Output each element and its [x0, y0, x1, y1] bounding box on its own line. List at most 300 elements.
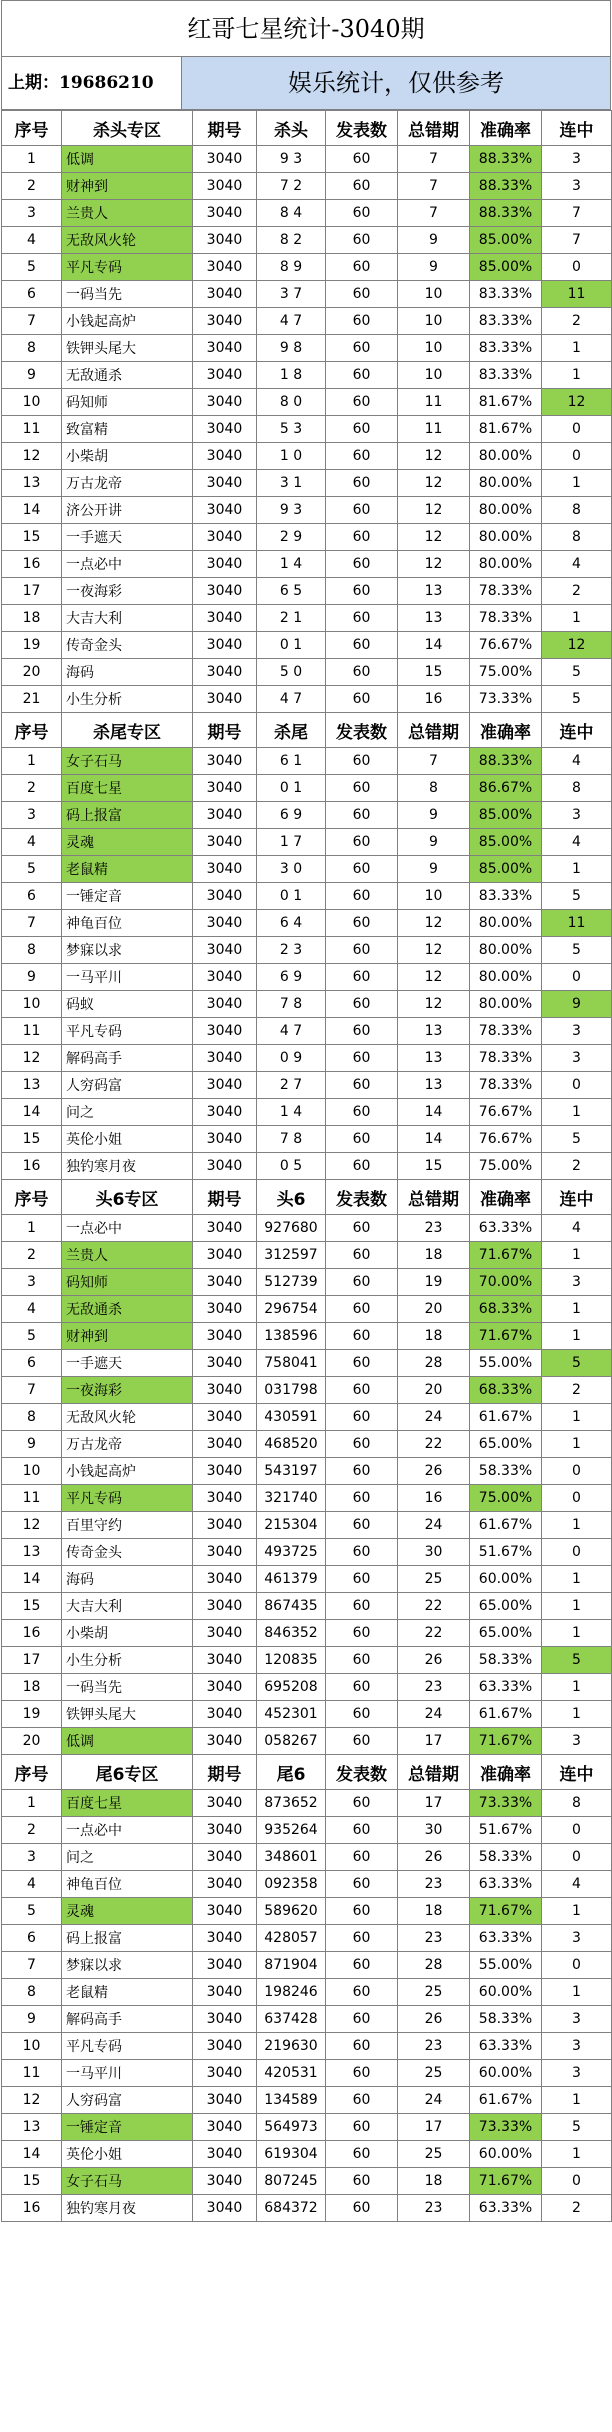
- table-row: [2, 443, 612, 470]
- streak-count: 2: [542, 578, 612, 605]
- column-header: 头6专区: [62, 1180, 193, 1215]
- author-name: 兰贵人: [62, 200, 193, 227]
- author-name: 海码: [62, 1566, 193, 1593]
- error-count: 12: [398, 991, 470, 1018]
- accuracy-rate: 51.67%: [470, 1817, 542, 1844]
- published-count: 60: [326, 964, 398, 991]
- error-count: 17: [398, 1790, 470, 1817]
- column-header: 序号: [2, 1180, 62, 1215]
- published-count: 60: [326, 308, 398, 335]
- streak-count: 1: [542, 1674, 612, 1701]
- streak-count: 1: [542, 2087, 612, 2114]
- published-count: 60: [326, 1925, 398, 1952]
- row-index: 6: [2, 1925, 62, 1952]
- column-header: 连中: [542, 1180, 612, 1215]
- accuracy-rate: 65.00%: [470, 1431, 542, 1458]
- row-index: 6: [2, 883, 62, 910]
- accuracy-rate: 71.67%: [470, 2168, 542, 2195]
- table-row: [2, 2006, 612, 2033]
- error-count: 9: [398, 856, 470, 883]
- streak-count: 3: [542, 1728, 612, 1755]
- author-name: 致富精: [62, 416, 193, 443]
- prediction: 461379: [257, 1566, 326, 1593]
- streak-count: 0: [542, 254, 612, 281]
- row-index: 15: [2, 2168, 62, 2195]
- row-index: 9: [2, 362, 62, 389]
- period-number: 3040: [193, 551, 257, 578]
- table-row: [2, 254, 612, 281]
- author-name: 无敌通杀: [62, 362, 193, 389]
- row-index: 1: [2, 146, 62, 173]
- streak-count: 0: [542, 443, 612, 470]
- prediction: 2 3: [257, 937, 326, 964]
- table-row: [2, 1898, 612, 1925]
- row-index: 13: [2, 2114, 62, 2141]
- accuracy-rate: 80.00%: [470, 991, 542, 1018]
- streak-count: 0: [542, 416, 612, 443]
- error-count: 7: [398, 748, 470, 775]
- prediction: 1 0: [257, 443, 326, 470]
- prediction: 468520: [257, 1431, 326, 1458]
- accuracy-rate: 76.67%: [470, 632, 542, 659]
- error-count: 13: [398, 1072, 470, 1099]
- table-row: [2, 146, 612, 173]
- period-number: 3040: [193, 1593, 257, 1620]
- row-index: 3: [2, 1844, 62, 1871]
- table-row: [2, 1844, 612, 1871]
- streak-count: 1: [542, 1620, 612, 1647]
- streak-count: 3: [542, 1925, 612, 1952]
- prediction: 637428: [257, 2006, 326, 2033]
- period-number: 3040: [193, 2168, 257, 2195]
- period-number: 3040: [193, 964, 257, 991]
- published-count: 60: [326, 1817, 398, 1844]
- page-title: 红哥七星统计-3040期: [1, 0, 611, 57]
- table-row: [2, 2168, 612, 2195]
- error-count: 13: [398, 1018, 470, 1045]
- streak-count: 3: [542, 2060, 612, 2087]
- table-row: [2, 991, 612, 1018]
- accuracy-rate: 80.00%: [470, 470, 542, 497]
- row-index: 18: [2, 1674, 62, 1701]
- prediction: 543197: [257, 1458, 326, 1485]
- author-name: 万古龙帝: [62, 1431, 193, 1458]
- period-number: 3040: [193, 1952, 257, 1979]
- error-count: 18: [398, 1323, 470, 1350]
- row-index: 8: [2, 335, 62, 362]
- period-number: 3040: [193, 1099, 257, 1126]
- author-name: 解码高手: [62, 1045, 193, 1072]
- accuracy-rate: 78.33%: [470, 1045, 542, 1072]
- accuracy-rate: 83.33%: [470, 281, 542, 308]
- author-name: 人穷码富: [62, 1072, 193, 1099]
- accuracy-rate: 71.67%: [470, 1242, 542, 1269]
- streak-count: 5: [542, 1350, 612, 1377]
- error-count: 22: [398, 1620, 470, 1647]
- accuracy-rate: 80.00%: [470, 551, 542, 578]
- table-row: [2, 497, 612, 524]
- column-header: 发表数: [326, 713, 398, 748]
- table-row: [2, 1404, 612, 1431]
- published-count: 60: [326, 1431, 398, 1458]
- author-name: 灵魂: [62, 1898, 193, 1925]
- accuracy-rate: 55.00%: [470, 1952, 542, 1979]
- streak-count: 4: [542, 829, 612, 856]
- period-number: 3040: [193, 1817, 257, 1844]
- stats-table: [1, 110, 612, 2222]
- streak-count: 1: [542, 1593, 612, 1620]
- prediction: 4 7: [257, 308, 326, 335]
- table-row: [2, 1099, 612, 1126]
- period-number: 3040: [193, 1215, 257, 1242]
- published-count: 60: [326, 883, 398, 910]
- period-number: 3040: [193, 497, 257, 524]
- period-number: 3040: [193, 2033, 257, 2060]
- row-index: 5: [2, 1898, 62, 1925]
- prediction: 058267: [257, 1728, 326, 1755]
- column-header: 期号: [193, 1180, 257, 1215]
- author-name: 灵魂: [62, 829, 193, 856]
- streak-count: 4: [542, 748, 612, 775]
- prediction: 0 1: [257, 632, 326, 659]
- prediction: 695208: [257, 1674, 326, 1701]
- table-row: [2, 470, 612, 497]
- period-number: 3040: [193, 2006, 257, 2033]
- column-header: 总错期: [398, 1180, 470, 1215]
- published-count: 60: [326, 605, 398, 632]
- period-number: 3040: [193, 308, 257, 335]
- period-number: 3040: [193, 1296, 257, 1323]
- period-number: 3040: [193, 1045, 257, 1072]
- prediction: 564973: [257, 2114, 326, 2141]
- published-count: 60: [326, 1458, 398, 1485]
- accuracy-rate: 80.00%: [470, 524, 542, 551]
- period-number: 3040: [193, 254, 257, 281]
- prediction: 9 3: [257, 146, 326, 173]
- row-index: 13: [2, 1539, 62, 1566]
- streak-count: 8: [542, 775, 612, 802]
- prediction: 5 3: [257, 416, 326, 443]
- published-count: 60: [326, 1952, 398, 1979]
- row-index: 13: [2, 470, 62, 497]
- accuracy-rate: 80.00%: [470, 964, 542, 991]
- author-name: 梦寐以求: [62, 937, 193, 964]
- error-count: 24: [398, 2087, 470, 2114]
- row-index: 8: [2, 1979, 62, 2006]
- author-name: 低调: [62, 1728, 193, 1755]
- prediction: 6 4: [257, 910, 326, 937]
- published-count: 60: [326, 991, 398, 1018]
- prediction: 321740: [257, 1485, 326, 1512]
- period-number: 3040: [193, 2114, 257, 2141]
- period-number: 3040: [193, 1323, 257, 1350]
- section-header-row: [2, 111, 612, 146]
- accuracy-rate: 61.67%: [470, 1701, 542, 1728]
- column-header: 准确率: [470, 1180, 542, 1215]
- row-index: 12: [2, 1512, 62, 1539]
- author-name: 英伦小姐: [62, 1126, 193, 1153]
- period-number: 3040: [193, 1512, 257, 1539]
- error-count: 28: [398, 1952, 470, 1979]
- streak-count: 8: [542, 524, 612, 551]
- author-name: 百度七星: [62, 1790, 193, 1817]
- table-row: [2, 775, 612, 802]
- prediction: 846352: [257, 1620, 326, 1647]
- accuracy-rate: 65.00%: [470, 1620, 542, 1647]
- row-index: 9: [2, 2006, 62, 2033]
- table-row: [2, 2114, 612, 2141]
- streak-count: 0: [542, 1072, 612, 1099]
- published-count: 60: [326, 1242, 398, 1269]
- published-count: 60: [326, 2168, 398, 2195]
- error-count: 13: [398, 578, 470, 605]
- published-count: 60: [326, 1099, 398, 1126]
- published-count: 60: [326, 1728, 398, 1755]
- table-row: [2, 937, 612, 964]
- accuracy-rate: 86.67%: [470, 775, 542, 802]
- row-index: 12: [2, 2087, 62, 2114]
- published-count: 60: [326, 389, 398, 416]
- author-name: 平凡专码: [62, 254, 193, 281]
- accuracy-rate: 81.67%: [470, 416, 542, 443]
- accuracy-rate: 61.67%: [470, 2087, 542, 2114]
- row-index: 11: [2, 1485, 62, 1512]
- row-index: 14: [2, 2141, 62, 2168]
- period-number: 3040: [193, 1242, 257, 1269]
- accuracy-rate: 80.00%: [470, 443, 542, 470]
- table-row: [2, 308, 612, 335]
- author-name: 女子石马: [62, 2168, 193, 2195]
- column-header: 连中: [542, 1755, 612, 1790]
- prediction: 7 8: [257, 991, 326, 1018]
- error-count: 10: [398, 335, 470, 362]
- author-name: 传奇金头: [62, 1539, 193, 1566]
- table-row: [2, 2087, 612, 2114]
- published-count: 60: [326, 1296, 398, 1323]
- period-number: 3040: [193, 910, 257, 937]
- published-count: 60: [326, 686, 398, 713]
- author-name: 人穷码富: [62, 2087, 193, 2114]
- author-name: 老鼠精: [62, 856, 193, 883]
- prediction: 7 2: [257, 173, 326, 200]
- table-row: [2, 1512, 612, 1539]
- row-index: 14: [2, 497, 62, 524]
- prediction: 8 4: [257, 200, 326, 227]
- row-index: 7: [2, 1952, 62, 1979]
- streak-count: 11: [542, 910, 612, 937]
- period-number: 3040: [193, 632, 257, 659]
- error-count: 10: [398, 883, 470, 910]
- author-name: 英伦小姐: [62, 2141, 193, 2168]
- accuracy-rate: 61.67%: [470, 1512, 542, 1539]
- streak-count: 9: [542, 991, 612, 1018]
- streak-count: 5: [542, 686, 612, 713]
- table-row: [2, 1431, 612, 1458]
- row-index: 15: [2, 524, 62, 551]
- error-count: 12: [398, 497, 470, 524]
- prediction: 589620: [257, 1898, 326, 1925]
- error-count: 30: [398, 1539, 470, 1566]
- published-count: 60: [326, 2060, 398, 2087]
- streak-count: 0: [542, 1952, 612, 1979]
- published-count: 60: [326, 497, 398, 524]
- row-index: 15: [2, 1126, 62, 1153]
- author-name: 大吉大利: [62, 605, 193, 632]
- author-name: 平凡专码: [62, 1485, 193, 1512]
- row-index: 9: [2, 964, 62, 991]
- streak-count: 3: [542, 2006, 612, 2033]
- prediction: 8 2: [257, 227, 326, 254]
- author-name: 独钓寒月夜: [62, 2195, 193, 2222]
- accuracy-rate: 58.33%: [470, 2006, 542, 2033]
- published-count: 60: [326, 2195, 398, 2222]
- accuracy-rate: 76.67%: [470, 1099, 542, 1126]
- prediction: 2 7: [257, 1072, 326, 1099]
- error-count: 18: [398, 1242, 470, 1269]
- error-count: 22: [398, 1593, 470, 1620]
- prediction: 312597: [257, 1242, 326, 1269]
- prediction: 120835: [257, 1647, 326, 1674]
- row-index: 2: [2, 173, 62, 200]
- author-name: 问之: [62, 1844, 193, 1871]
- error-count: 17: [398, 1728, 470, 1755]
- streak-count: 1: [542, 1099, 612, 1126]
- author-name: 百里守约: [62, 1512, 193, 1539]
- period-number: 3040: [193, 856, 257, 883]
- accuracy-rate: 68.33%: [470, 1296, 542, 1323]
- accuracy-rate: 60.00%: [470, 2060, 542, 2087]
- row-index: 5: [2, 1323, 62, 1350]
- prediction: 2 1: [257, 605, 326, 632]
- accuracy-rate: 51.67%: [470, 1539, 542, 1566]
- accuracy-rate: 65.00%: [470, 1593, 542, 1620]
- error-count: 22: [398, 1431, 470, 1458]
- error-count: 23: [398, 1215, 470, 1242]
- section-header-row: [2, 713, 612, 748]
- period-number: 3040: [193, 227, 257, 254]
- table-row: [2, 389, 612, 416]
- table-row: [2, 416, 612, 443]
- published-count: 60: [326, 1620, 398, 1647]
- author-name: 一点必中: [62, 1817, 193, 1844]
- table-row: [2, 1952, 612, 1979]
- author-name: 一码当先: [62, 281, 193, 308]
- error-count: 12: [398, 937, 470, 964]
- streak-count: 11: [542, 281, 612, 308]
- author-name: 大吉大利: [62, 1593, 193, 1620]
- author-name: 梦寐以求: [62, 1952, 193, 1979]
- period-number: 3040: [193, 1620, 257, 1647]
- table-row: [2, 1215, 612, 1242]
- accuracy-rate: 70.00%: [470, 1269, 542, 1296]
- error-count: 17: [398, 2114, 470, 2141]
- error-count: 15: [398, 659, 470, 686]
- error-count: 23: [398, 2033, 470, 2060]
- prediction: 619304: [257, 2141, 326, 2168]
- error-count: 23: [398, 1871, 470, 1898]
- error-count: 14: [398, 1099, 470, 1126]
- column-header: 尾6: [257, 1755, 326, 1790]
- prediction: 219630: [257, 2033, 326, 2060]
- published-count: 60: [326, 2114, 398, 2141]
- row-index: 2: [2, 775, 62, 802]
- published-count: 60: [326, 227, 398, 254]
- section-header-row: [2, 1755, 612, 1790]
- author-name: 独钓寒月夜: [62, 1153, 193, 1180]
- streak-count: 12: [542, 389, 612, 416]
- table-row: [2, 2141, 612, 2168]
- error-count: 12: [398, 443, 470, 470]
- accuracy-rate: 85.00%: [470, 254, 542, 281]
- accuracy-rate: 83.33%: [470, 883, 542, 910]
- streak-count: 3: [542, 1045, 612, 1072]
- author-name: 码上报富: [62, 1925, 193, 1952]
- row-index: 12: [2, 1045, 62, 1072]
- accuracy-rate: 78.33%: [470, 578, 542, 605]
- row-index: 15: [2, 1593, 62, 1620]
- table-row: [2, 1018, 612, 1045]
- period-number: 3040: [193, 1790, 257, 1817]
- column-header: 序号: [2, 111, 62, 146]
- accuracy-rate: 71.67%: [470, 1898, 542, 1925]
- streak-count: 5: [542, 2114, 612, 2141]
- error-count: 12: [398, 551, 470, 578]
- table-row: [2, 1701, 612, 1728]
- streak-count: 3: [542, 2033, 612, 2060]
- row-index: 14: [2, 1099, 62, 1126]
- row-index: 2: [2, 1817, 62, 1844]
- error-count: 9: [398, 227, 470, 254]
- row-index: 20: [2, 659, 62, 686]
- period-number: 3040: [193, 1350, 257, 1377]
- prediction: 0 9: [257, 1045, 326, 1072]
- table-row: [2, 883, 612, 910]
- streak-count: 8: [542, 497, 612, 524]
- period-number: 3040: [193, 1539, 257, 1566]
- period-number: 3040: [193, 281, 257, 308]
- published-count: 60: [326, 1153, 398, 1180]
- author-name: 财神到: [62, 1323, 193, 1350]
- published-count: 60: [326, 173, 398, 200]
- column-header: 发表数: [326, 111, 398, 146]
- published-count: 60: [326, 1566, 398, 1593]
- period-number: 3040: [193, 775, 257, 802]
- row-index: 1: [2, 1215, 62, 1242]
- period-number: 3040: [193, 2141, 257, 2168]
- prediction: 5 0: [257, 659, 326, 686]
- prediction: 867435: [257, 1593, 326, 1620]
- period-number: 3040: [193, 937, 257, 964]
- streak-count: 1: [542, 1898, 612, 1925]
- row-index: 8: [2, 937, 62, 964]
- row-index: 2: [2, 1242, 62, 1269]
- streak-count: 3: [542, 1018, 612, 1045]
- table-row: [2, 829, 612, 856]
- error-count: 10: [398, 308, 470, 335]
- published-count: 60: [326, 470, 398, 497]
- published-count: 60: [326, 1539, 398, 1566]
- table-row: [2, 748, 612, 775]
- period-number: 3040: [193, 1377, 257, 1404]
- table-row: [2, 1539, 612, 1566]
- error-count: 13: [398, 605, 470, 632]
- row-index: 9: [2, 1431, 62, 1458]
- column-header: 杀尾: [257, 713, 326, 748]
- author-name: 财神到: [62, 173, 193, 200]
- author-name: 神龟百位: [62, 910, 193, 937]
- row-index: 16: [2, 2195, 62, 2222]
- column-header: 尾6专区: [62, 1755, 193, 1790]
